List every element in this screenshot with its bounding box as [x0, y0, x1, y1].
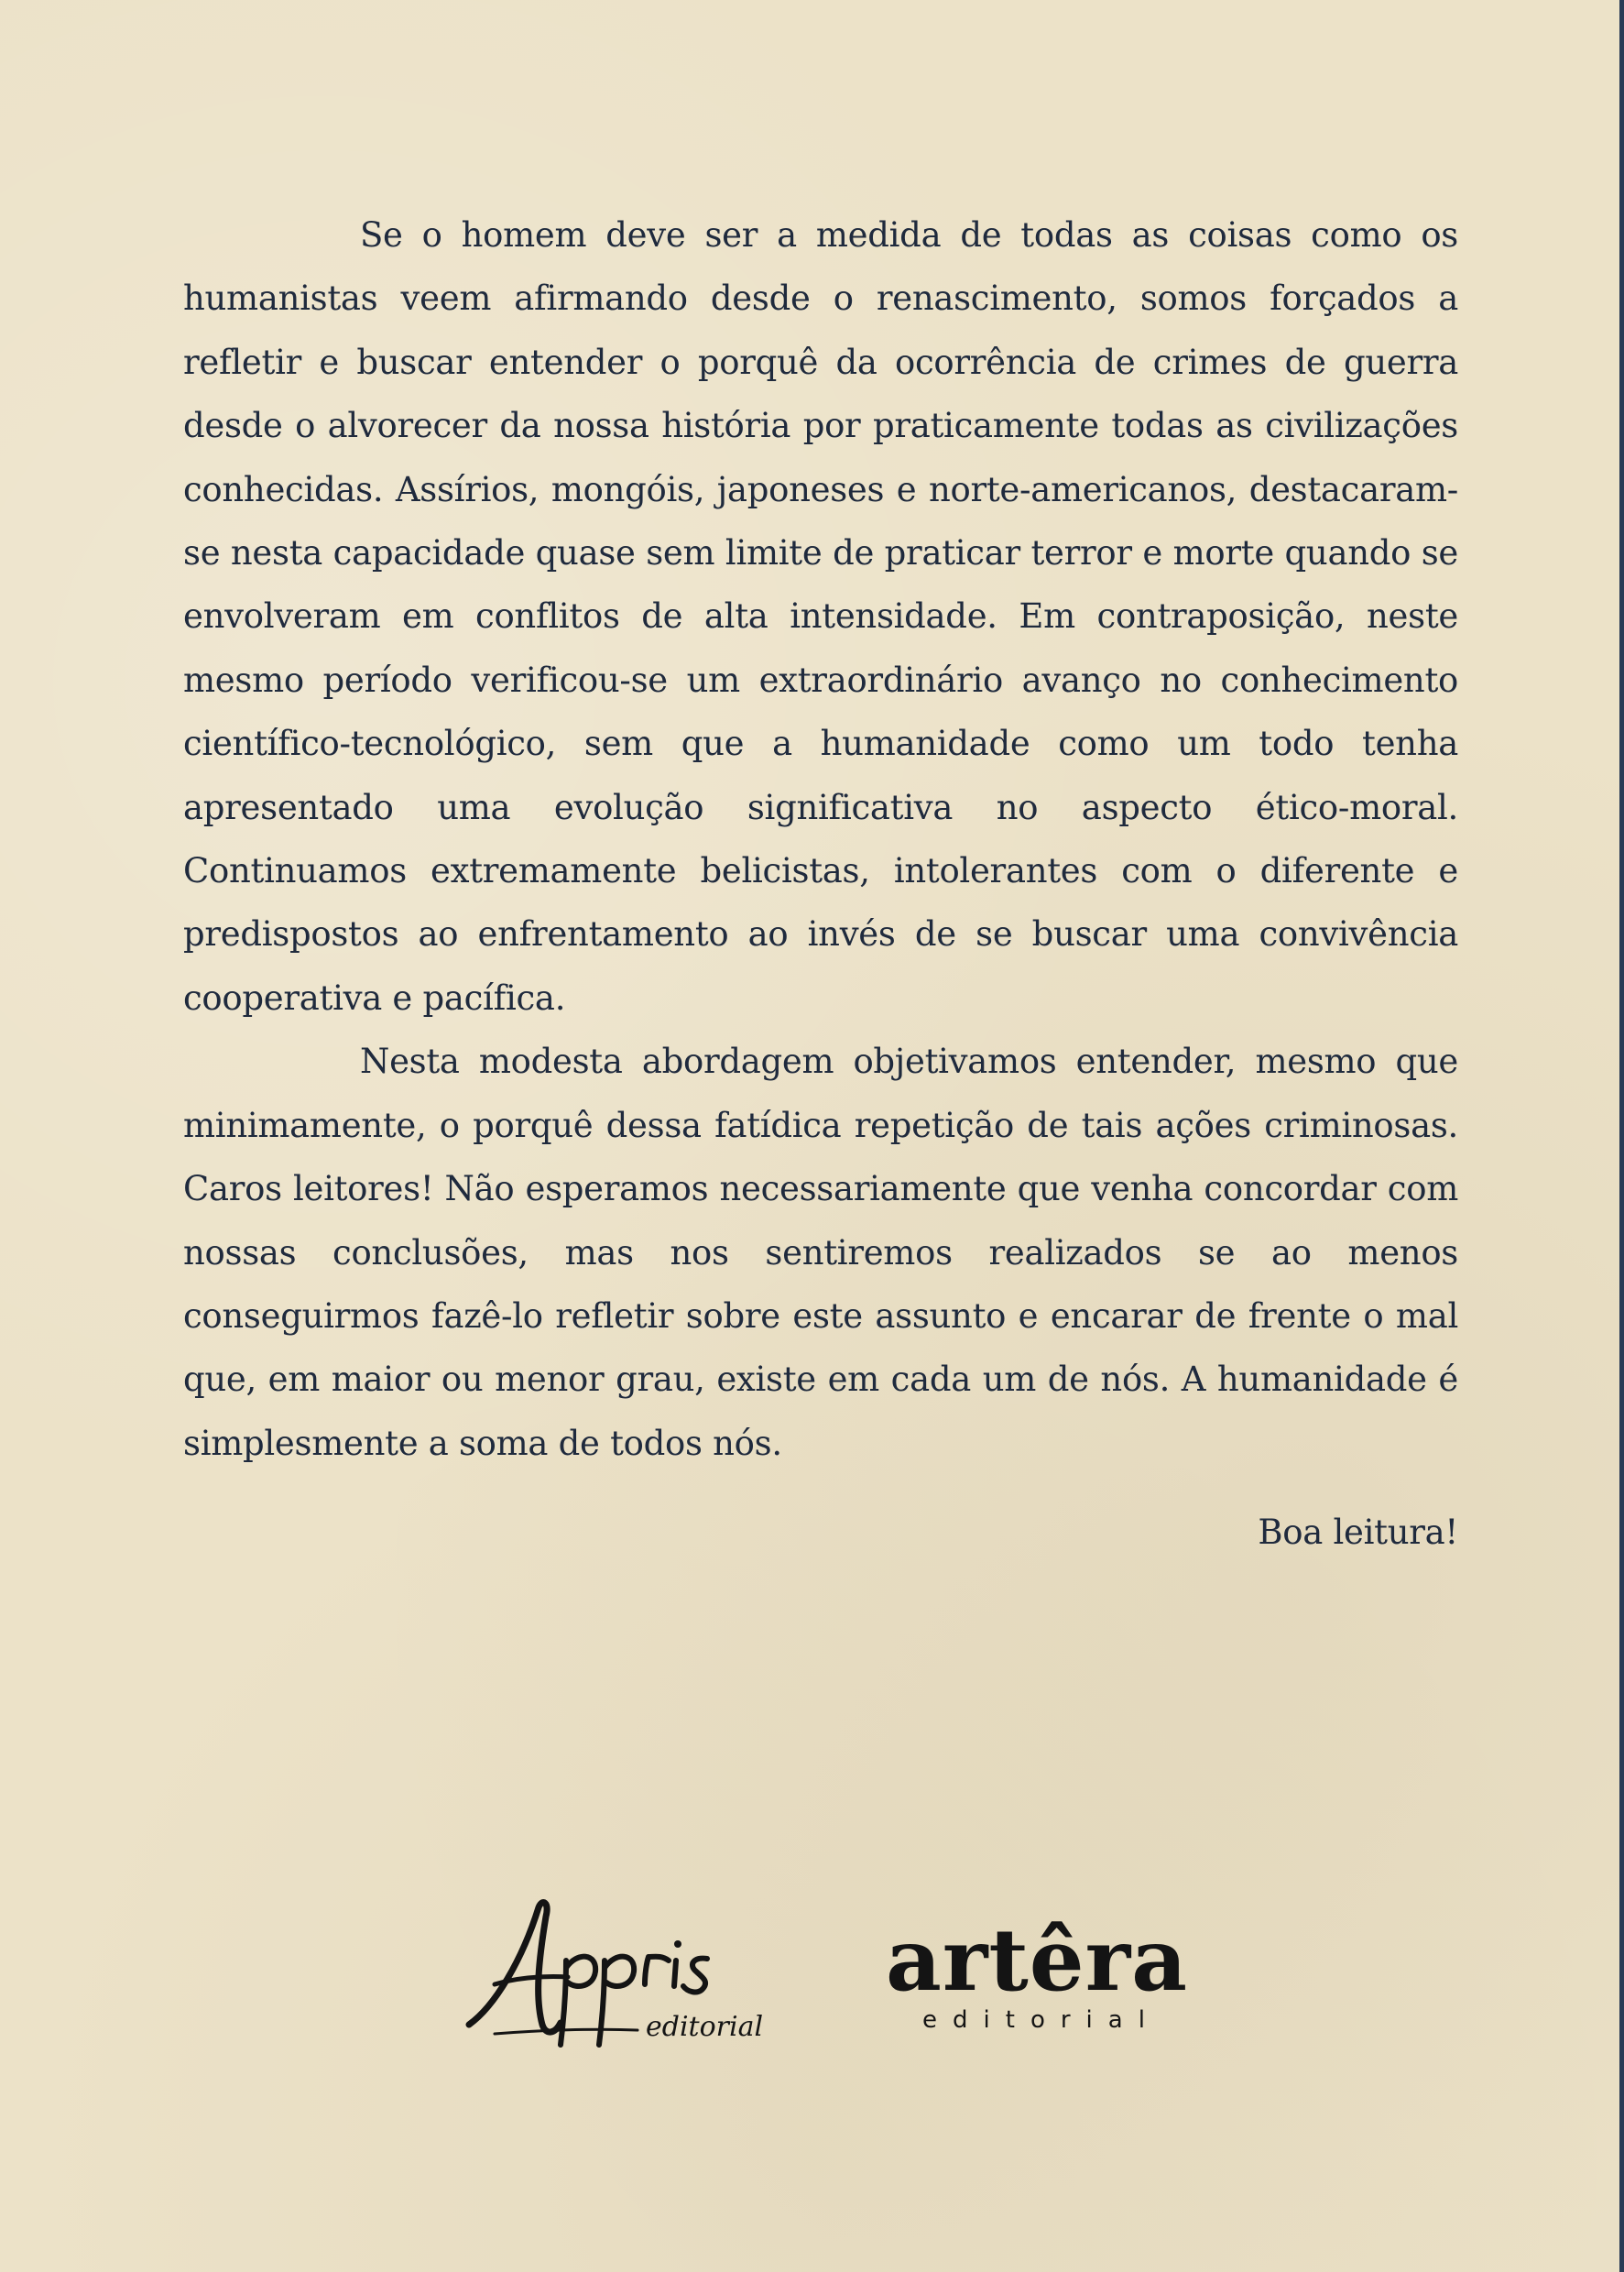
artera-logo	[881, 1910, 1193, 2043]
paragraph-1: Se o homem deve ser a medida de todas as coisas como os humanistas veem afirmando desde o renascimento, somos forçados a refletir e buscar entender o porquê da ocorrência de crimes de guerra desde o alvorecer da nossa história por praticamente todas as civilizações conhecidas. Assírios, mongóis, japoneses e norte-americanos, destacaram-se nesta capacidade quase sem limite de praticar terror e morte quando se envolveram em conflitos de alta intensidade. Em contraposição, neste mesmo período verificou-se um extraordinário avanço no conhecimento científico-tecnológico, sem que a humanidade como um todo tenha apresentado uma evolução significativa no aspecto ético-moral. Continuamos extremamente belicistas, intolerantes com o diferente e predispostos ao enfrentamento ao invés de se buscar uma convivência cooperativa e pacífica.	[183, 215, 1458, 1018]
paragraph-2: Nesta modesta abordagem objetivamos entender, mesmo que minimamente, o porquê dessa fatídica repetição de tais ações criminosas. Caros leitores! Não esperamos necessariamente que venha concordar com nossas conclusões, mas nos sentiremos realizados se ao menos conseguirmos fazê-lo refletir sobre este assunto e encarar de frente o mal que, em maior ou menor grau, existe em cada um de nós. A humanidade é simplesmente a soma de todos nós.	[183, 1042, 1458, 1463]
spine-edge	[1619, 0, 1624, 2272]
artera-subtitle: editorial	[922, 2006, 1161, 2034]
body-text	[183, 203, 1458, 1475]
appris-logo	[458, 1896, 769, 2052]
artera-wordmark: artêra	[885, 1910, 1189, 2011]
appris-subtitle: editorial	[646, 2011, 764, 2043]
signoff: Boa leitura!	[1258, 1513, 1458, 1552]
